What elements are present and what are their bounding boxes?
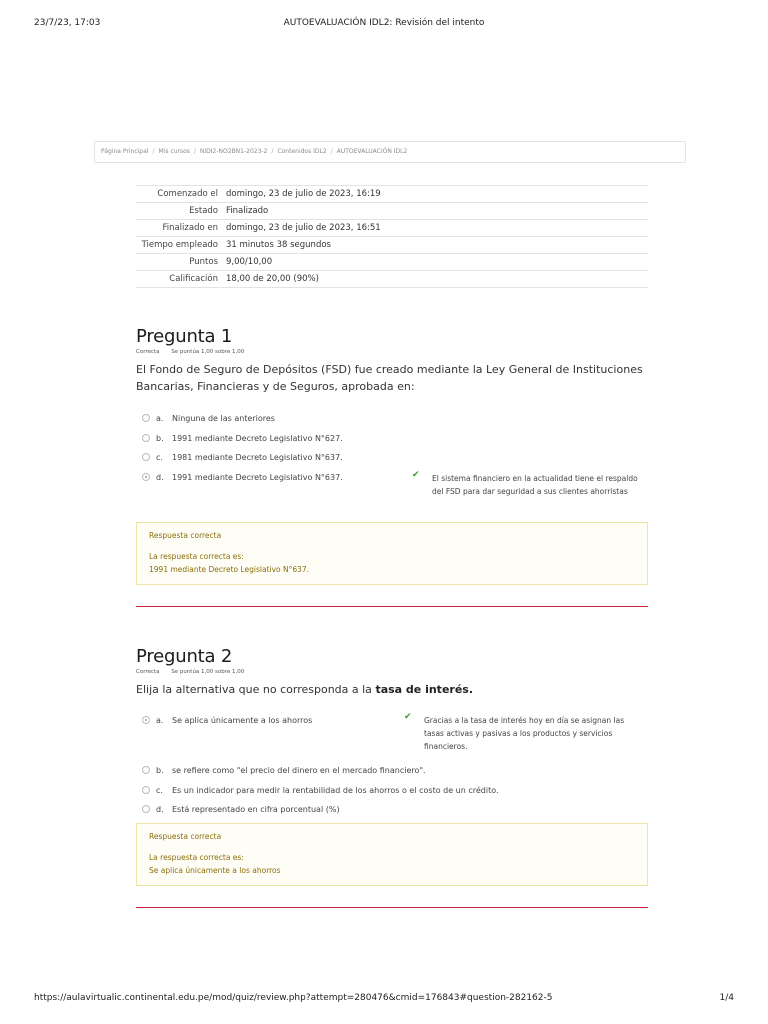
- breadcrumb-section[interactable]: Contenidos IDL2: [277, 148, 327, 155]
- option-d[interactable]: [142, 805, 340, 814]
- question-title: Pregunta 1: [136, 326, 233, 347]
- option-c[interactable]: [142, 786, 499, 795]
- option-a[interactable]: [142, 716, 312, 725]
- summary-row-finished: [136, 219, 648, 236]
- option-text: se refiere como "el precio del dinero en el mercado financiero".: [172, 766, 426, 775]
- option-letter: c.: [156, 453, 163, 462]
- summary-row-time: [136, 236, 648, 253]
- option-letter: d.: [156, 473, 164, 482]
- option-text: Ninguna de las anteriores: [172, 414, 275, 423]
- breadcrumb-quiz[interactable]: AUTOEVALUACIÓN IDL2: [336, 148, 408, 155]
- question-status: Correcta: [136, 349, 160, 355]
- correct-answer-box: [136, 522, 648, 585]
- attempt-summary-table: [136, 185, 648, 288]
- radio-button-selected[interactable]: [142, 716, 150, 724]
- option-text: Está representado en cifra porcentual (%): [172, 805, 340, 814]
- question-title: Pregunta 2: [136, 646, 233, 667]
- summary-value: domingo, 23 de julio de 2023, 16:51: [226, 223, 381, 233]
- radio-button[interactable]: [142, 434, 150, 442]
- print-date: 23/7/23, 17:03: [34, 18, 101, 28]
- option-b[interactable]: [142, 766, 426, 775]
- breadcrumb-course[interactable]: NIDI2-NO2BN1-2023-2: [199, 148, 268, 155]
- option-c[interactable]: [142, 453, 343, 462]
- question-divider: [136, 907, 648, 908]
- answer-value: 1991 mediante Decreto Legislativo N°637.: [149, 565, 310, 574]
- answer-heading: Respuesta correcta: [149, 832, 222, 841]
- check-icon: ✔: [404, 712, 412, 722]
- option-d[interactable]: [142, 473, 343, 482]
- question-meta: [136, 349, 648, 355]
- question-text: El Fondo de Seguro de Depósitos (FSD) fue creado mediante la Ley General de Instituciones Bancarias, Financieras y de Seguros, aprobada en:: [136, 363, 643, 393]
- summary-value: 18,00 de 20,00 (90%): [226, 274, 319, 284]
- check-icon: ✔: [412, 470, 420, 480]
- radio-button[interactable]: [142, 766, 150, 774]
- question-1: [136, 326, 648, 591]
- summary-row-points: [136, 253, 648, 270]
- summary-row-state: [136, 202, 648, 219]
- option-letter: c.: [156, 786, 163, 795]
- option-text: Se aplica únicamente a los ahorros: [172, 716, 313, 725]
- option-text: Es un indicador para medir la rentabilidad de los ahorros o el costo de un crédito.: [172, 786, 499, 795]
- question-score: Se puntúa 1,00 sobre 1,00: [171, 349, 245, 355]
- print-title: AUTOEVALUACIÓN IDL2: Revisión del intento: [283, 18, 485, 28]
- question-2: [136, 646, 648, 896]
- radio-button-selected[interactable]: [142, 473, 150, 481]
- question-text-prefix: Elija la alternativa que no corresponda a la: [136, 683, 372, 696]
- breadcrumb-home[interactable]: Página Principal: [101, 148, 149, 155]
- radio-button[interactable]: [142, 805, 150, 813]
- summary-value: Finalizado: [226, 206, 269, 216]
- question-text: [136, 681, 648, 698]
- answer-label: La respuesta correcta es:: [149, 552, 244, 561]
- summary-row-grade: [136, 270, 648, 288]
- question-score: Se puntúa 1,00 sobre 1,00: [171, 669, 245, 675]
- option-text: 1981 mediante Decreto Legislativo N°637.: [172, 453, 343, 462]
- answer-heading: Respuesta correcta: [149, 531, 222, 540]
- option-letter: d.: [156, 805, 164, 814]
- summary-label: Estado: [189, 206, 218, 216]
- option-text: 1991 mediante Decreto Legislativo N°637.: [172, 473, 343, 482]
- print-url: https://aulavirtualic.continental.edu.pe/mod/quiz/review.php?attempt=280476&cmid=176843#question-282162-5: [34, 993, 553, 1003]
- option-letter: a.: [156, 414, 164, 423]
- breadcrumb-my-courses[interactable]: Mis cursos: [158, 148, 190, 155]
- question-meta: [136, 669, 648, 675]
- print-header: [34, 18, 734, 32]
- summary-value: 9,00/10,00: [226, 257, 273, 267]
- option-letter: b.: [156, 766, 164, 775]
- answer-value: Se aplica únicamente a los ahorros: [149, 866, 281, 875]
- question-status: Correcta: [136, 669, 160, 675]
- print-footer: [34, 993, 734, 1007]
- radio-button[interactable]: [142, 453, 150, 461]
- option-letter: a.: [156, 716, 164, 725]
- summary-label: Calificación: [169, 274, 218, 284]
- option-feedback: El sistema financiero en la actualidad tiene el respaldo del FSD para dar seguridad a sus clientes ahorristas: [432, 474, 638, 496]
- option-letter: b.: [156, 434, 164, 443]
- summary-value: domingo, 23 de julio de 2023, 16:19: [226, 189, 381, 199]
- question-text-keyword: tasa de interés.: [375, 683, 474, 696]
- summary-label: Tiempo empleado: [141, 240, 218, 250]
- summary-label: Puntos: [189, 257, 218, 267]
- radio-button[interactable]: [142, 786, 150, 794]
- radio-button[interactable]: [142, 414, 150, 422]
- option-text: 1991 mediante Decreto Legislativo N°627.: [172, 434, 343, 443]
- answer-label: La respuesta correcta es:: [149, 853, 244, 862]
- summary-label: Comenzado el: [157, 189, 218, 199]
- option-b[interactable]: [142, 434, 343, 443]
- question-divider: [136, 606, 648, 607]
- correct-answer-box: [136, 823, 648, 886]
- breadcrumb: Página Principal / Mis cursos / NIDI2-NO2BN1-2023-2 / Contenidos IDL2 / AUTOEVALUACIÓN IDL2: [94, 141, 686, 163]
- summary-value: 31 minutos 38 segundos: [226, 240, 331, 250]
- summary-label: Finalizado en: [162, 223, 218, 233]
- print-page-number: 1/4: [719, 993, 734, 1003]
- summary-row-started: [136, 185, 648, 202]
- option-feedback: Gracias a la tasa de interés hoy en día se asignan las tasas activas y pasivas a los productos y servicios financieros.: [424, 716, 625, 751]
- option-a[interactable]: [142, 414, 275, 423]
